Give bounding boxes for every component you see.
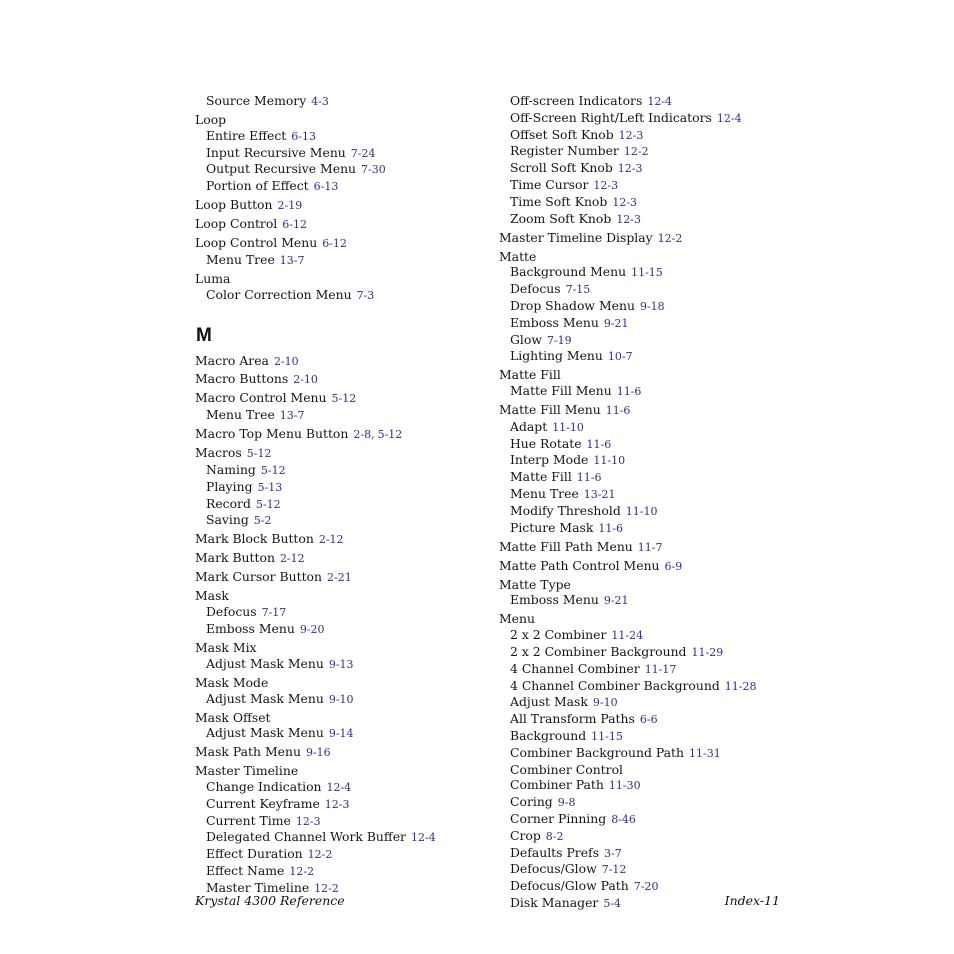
index-subentry bbox=[499, 298, 799, 315]
index-subentry bbox=[499, 845, 799, 862]
page-ref-link[interactable]: 9-10 bbox=[328, 692, 354, 706]
page-ref-link[interactable]: 5-12 bbox=[255, 497, 281, 511]
index-subentry bbox=[499, 194, 799, 211]
index-subentry bbox=[195, 161, 495, 178]
index-term: 2 x 2 Combiner Background bbox=[510, 644, 687, 659]
index-term: Mask Offset bbox=[195, 709, 271, 725]
index-term: Entire Effect bbox=[206, 127, 287, 143]
page-ref-link[interactable]: 2-12 bbox=[279, 552, 305, 566]
index-term: Current Keyframe bbox=[206, 795, 320, 811]
index-term: Picture Mask bbox=[510, 519, 594, 535]
index-subentry bbox=[499, 436, 799, 453]
page-ref-link[interactable]: 2-12 bbox=[318, 533, 344, 547]
index-subentry bbox=[195, 407, 495, 424]
index-entry bbox=[195, 235, 495, 252]
index-subentry bbox=[195, 496, 495, 513]
page-ref-link[interactable]: 9-13 bbox=[328, 657, 354, 671]
index-term: Loop Control Menu bbox=[195, 235, 318, 251]
page-ref-link[interactable]: 6-12 bbox=[282, 218, 307, 232]
page-ref-link[interactable]: 6-6 bbox=[639, 713, 658, 727]
index-term: Corner Pinning bbox=[510, 810, 607, 826]
index-term: Mask bbox=[195, 588, 229, 604]
index-term: Emboss Menu bbox=[206, 620, 295, 636]
index-term: Matte Fill Menu bbox=[499, 402, 601, 418]
index-entry bbox=[195, 216, 495, 233]
index-term: Mask Path Menu bbox=[195, 744, 301, 760]
index-term: Loop Control bbox=[195, 216, 278, 232]
index-term: Delegated Channel Work Buffer bbox=[206, 829, 406, 845]
index-term: Input Recursive Menu bbox=[206, 144, 346, 160]
index-subentry bbox=[499, 661, 799, 678]
index-term: Adapt bbox=[510, 418, 548, 434]
index-subentry bbox=[195, 796, 495, 813]
page-ref-link[interactable]: 9-18 bbox=[639, 299, 665, 313]
page-ref-link[interactable]: 5-12 bbox=[246, 447, 272, 461]
index-subentry bbox=[195, 178, 495, 195]
index-term: Adjust Mask bbox=[510, 694, 588, 710]
index-term: Offset Soft Knob bbox=[510, 126, 614, 142]
page-ref-link[interactable]: 6-12 bbox=[322, 237, 347, 251]
index-subentry bbox=[195, 128, 495, 145]
index-entry bbox=[499, 577, 799, 593]
index-term: Adjust Mask Menu bbox=[206, 725, 324, 741]
page-ref-link[interactable]: 5-12 bbox=[260, 464, 286, 478]
page-ref-link[interactable]: 11-10 bbox=[593, 454, 626, 468]
index-term: Current Time bbox=[206, 812, 291, 828]
index-subentry bbox=[499, 127, 799, 144]
index-subentry bbox=[195, 252, 495, 269]
index-subentry bbox=[195, 656, 495, 673]
page-ref-link[interactable]: 11-6 bbox=[586, 437, 612, 451]
index-subentry bbox=[195, 846, 495, 863]
page-ref-link[interactable]: 5-12 bbox=[377, 428, 403, 442]
page-ref-link[interactable]: 12-2 bbox=[289, 865, 315, 879]
index-subentry bbox=[195, 621, 495, 638]
index-term: Menu Tree bbox=[206, 407, 275, 423]
index-term: Off-screen Indicators bbox=[510, 93, 643, 108]
index-subentry bbox=[499, 348, 799, 365]
page-ref-link[interactable]: 12-2 bbox=[623, 145, 649, 159]
page-ref-link[interactable]: 7-3 bbox=[356, 288, 375, 302]
page-ref-link[interactable]: 5-2 bbox=[253, 514, 272, 528]
page-ref-link[interactable]: 11-6 bbox=[576, 471, 602, 485]
index-subentry bbox=[499, 177, 799, 194]
page-ref-link[interactable]: 2-10 bbox=[273, 354, 299, 368]
page-ref-link[interactable]: 11-17 bbox=[644, 662, 677, 676]
page-ref-link[interactable]: 12-4 bbox=[410, 831, 436, 845]
index-term: Matte Fill Path Menu bbox=[499, 538, 633, 554]
page-ref-link[interactable]: 6-9 bbox=[664, 559, 683, 573]
index-term: Master Timeline bbox=[195, 763, 299, 779]
index-term: Mark Button bbox=[195, 550, 275, 566]
index-entry bbox=[195, 763, 495, 779]
index-subentry bbox=[499, 711, 799, 728]
page-ref-link[interactable]: 8-46 bbox=[611, 812, 636, 826]
index-term: Register Number bbox=[510, 143, 619, 159]
index-subentry bbox=[499, 627, 799, 644]
index-subentry bbox=[499, 160, 799, 177]
page-ref-link[interactable]: 7-24 bbox=[350, 146, 376, 160]
index-term: Macro Control Menu bbox=[195, 390, 327, 406]
index-term: Macro Top Menu Button bbox=[195, 426, 349, 442]
index-subentry bbox=[195, 813, 495, 830]
page-ref-link[interactable]: 12-3 bbox=[618, 128, 644, 142]
index-term: Effect Name bbox=[206, 863, 285, 879]
index-subentry bbox=[499, 592, 799, 609]
page-ref-link[interactable]: 5-4 bbox=[603, 896, 622, 910]
index-term: Mask Mode bbox=[195, 674, 269, 690]
page-ref-link[interactable]: 10-7 bbox=[607, 350, 633, 364]
index-term: Master Timeline bbox=[206, 879, 310, 895]
page-ref-link[interactable]: 6-13 bbox=[291, 129, 316, 143]
page-ref-link[interactable]: 13-7 bbox=[279, 409, 305, 423]
footer-page-number: Index-11 bbox=[724, 893, 780, 908]
index-subentry bbox=[499, 745, 799, 762]
index-term: Matte Path Control Menu bbox=[499, 557, 660, 573]
index-term: Effect Duration bbox=[206, 846, 303, 862]
page-ref-link[interactable]: 7-12 bbox=[601, 863, 627, 877]
index-subentry bbox=[499, 469, 799, 486]
index-term: Combiner Control bbox=[510, 761, 624, 777]
index-entry bbox=[195, 426, 495, 443]
index-subentry bbox=[499, 264, 799, 281]
page-ref-link[interactable]: 7-30 bbox=[361, 163, 386, 177]
index-term: Change Indication bbox=[206, 779, 322, 795]
index-term: Time Cursor bbox=[510, 176, 589, 192]
index-term: Mark Block Button bbox=[195, 531, 314, 547]
index-entry bbox=[195, 640, 495, 656]
page-ref-link[interactable]: 11-29 bbox=[691, 646, 724, 659]
index-subentry bbox=[195, 604, 495, 621]
index-subentry bbox=[499, 694, 799, 711]
index-term: 4 Channel Combiner Background bbox=[510, 677, 720, 693]
index-entry bbox=[195, 353, 495, 370]
page-ref-link[interactable]: 11-15 bbox=[591, 729, 623, 743]
index-subentry bbox=[195, 512, 495, 529]
index-term: 2 x 2 Combiner bbox=[510, 627, 607, 643]
index-entry bbox=[499, 367, 799, 383]
page-ref-link[interactable]: 11-6 bbox=[605, 404, 631, 418]
page-ref-link[interactable]: 12-4 bbox=[716, 111, 742, 125]
index-subentry bbox=[499, 281, 799, 298]
index-subentry bbox=[499, 383, 799, 400]
index-term: Matte Fill bbox=[499, 367, 561, 383]
page-ref-link[interactable]: 9-16 bbox=[305, 746, 331, 760]
index-term: Macros bbox=[195, 445, 242, 461]
index-term: Mark Cursor Button bbox=[195, 569, 322, 585]
index-term: Emboss Menu bbox=[510, 592, 599, 608]
page-ref-link[interactable]: 2-21 bbox=[327, 571, 352, 585]
index-term: Modify Threshold bbox=[510, 502, 621, 518]
index-term: Menu Tree bbox=[206, 251, 275, 267]
index-subentry bbox=[499, 332, 799, 349]
index-term: Background bbox=[510, 727, 587, 743]
index-term: Defocus bbox=[510, 281, 561, 297]
index-entry bbox=[499, 539, 799, 556]
index-subentry bbox=[195, 93, 495, 110]
index-entry bbox=[499, 230, 799, 247]
index-term: Combiner Background Path bbox=[510, 744, 684, 760]
index-entry bbox=[499, 249, 799, 265]
index-term: Saving bbox=[206, 512, 249, 528]
index-term: Matte Fill Menu bbox=[510, 383, 612, 399]
page-ref-link[interactable]: 7-20 bbox=[633, 880, 659, 894]
index-term: Glow bbox=[510, 331, 542, 347]
page-ref-link[interactable]: 12-3 bbox=[617, 162, 643, 176]
index-term: Loop bbox=[195, 111, 227, 127]
index-entry bbox=[195, 531, 495, 548]
index-term: Macro Buttons bbox=[195, 371, 289, 387]
index-term: Lighting Menu bbox=[510, 348, 603, 364]
index-entry bbox=[195, 710, 495, 726]
index-entry bbox=[195, 550, 495, 567]
index-term: 4 Channel Combiner bbox=[510, 660, 640, 676]
page-ref-link[interactable]: 11-24 bbox=[611, 629, 644, 643]
page-ref-link[interactable]: 5-13 bbox=[257, 480, 283, 494]
index-term: Interp Mode bbox=[510, 452, 589, 468]
index-subentry bbox=[499, 452, 799, 469]
index-entry bbox=[195, 112, 495, 128]
index-subentry bbox=[499, 520, 799, 537]
page-ref-link[interactable]: 11-6 bbox=[616, 385, 642, 399]
index-subentry bbox=[195, 863, 495, 880]
index-term: Scroll Soft Knob bbox=[510, 160, 613, 176]
page-ref-link[interactable]: 7-17 bbox=[261, 606, 287, 620]
index-term: Master Timeline Display bbox=[499, 229, 653, 245]
index-term: Drop Shadow Menu bbox=[510, 297, 635, 313]
index-subentry bbox=[499, 728, 799, 745]
index-term: Disk Manager bbox=[510, 894, 599, 910]
page-ref-link[interactable]: 13-7 bbox=[279, 253, 305, 267]
index-subentry bbox=[499, 486, 799, 503]
index-term: Adjust Mask Menu bbox=[206, 655, 324, 671]
index-term: Combiner Path bbox=[510, 777, 604, 793]
index-term: Color Correction Menu bbox=[206, 286, 352, 302]
footer-document-title: Krystal 4300 Reference bbox=[195, 893, 345, 908]
index-column-left bbox=[195, 93, 495, 897]
index-entry bbox=[499, 611, 799, 627]
index-term: Adjust Mask Menu bbox=[206, 690, 324, 706]
page-ref-link[interactable]: 9-14 bbox=[328, 727, 354, 741]
page-ref-link[interactable]: 9-21 bbox=[603, 316, 629, 330]
index-subentry bbox=[499, 419, 799, 436]
page-ref-link[interactable]: 2-19 bbox=[277, 199, 303, 213]
index-term: Matte Type bbox=[499, 576, 571, 592]
page-ref-link[interactable]: 2-10 bbox=[293, 373, 318, 387]
index-subentry bbox=[499, 143, 799, 160]
index-subentry bbox=[499, 762, 799, 778]
index-term: Emboss Menu bbox=[510, 314, 599, 330]
index-subentry bbox=[195, 145, 495, 162]
page-ref-link[interactable]: 11-15 bbox=[631, 266, 663, 280]
page-ref-link[interactable]: 12-3 bbox=[616, 212, 642, 226]
index-subentry bbox=[499, 861, 799, 878]
index-term: Hue Rotate bbox=[510, 435, 582, 451]
index-subentry bbox=[499, 211, 799, 228]
page-ref-link[interactable]: 11-28 bbox=[724, 679, 757, 693]
page-ref-link[interactable]: 11-6 bbox=[598, 521, 624, 535]
index-term: Coring bbox=[510, 794, 553, 810]
index-subentry bbox=[499, 315, 799, 332]
index-subentry bbox=[195, 829, 495, 846]
page-ref-link[interactable]: 12-2 bbox=[314, 881, 339, 895]
page-ref-link[interactable]: 12-2 bbox=[307, 848, 333, 862]
index-entry bbox=[195, 445, 495, 462]
index-term: Time Soft Knob bbox=[510, 193, 608, 209]
index-subentry bbox=[499, 794, 799, 811]
index-term: Naming bbox=[206, 462, 256, 478]
page-ref-link[interactable]: 12-3 bbox=[593, 178, 619, 192]
index-term: Defaults Prefs bbox=[510, 844, 599, 860]
index-subentry bbox=[499, 503, 799, 520]
index-entry bbox=[195, 744, 495, 761]
index-term: Record bbox=[206, 495, 251, 511]
page-ref-link[interactable]: 9-10 bbox=[592, 696, 618, 710]
index-term: Loop Button bbox=[195, 197, 273, 213]
page-ref-link[interactable]: 12-4 bbox=[647, 95, 673, 108]
page-ref-link[interactable]: 9-21 bbox=[603, 594, 629, 608]
section-letter-heading: M bbox=[196, 324, 212, 346]
index-subentry bbox=[499, 644, 799, 661]
index-term: Luma bbox=[195, 270, 231, 286]
page-ref-link[interactable]: 8-2 bbox=[545, 829, 564, 843]
index-column-right bbox=[499, 93, 799, 912]
index-entry bbox=[195, 675, 495, 691]
page-ref-link[interactable]: 12-4 bbox=[326, 781, 352, 795]
index-entry bbox=[499, 558, 799, 575]
page-ref-link[interactable]: 11-10 bbox=[552, 420, 584, 434]
index-term: Mask Mix bbox=[195, 639, 257, 655]
page-ref-link[interactable]: 5-12 bbox=[331, 392, 357, 406]
page-ref-link[interactable]: 7-19 bbox=[546, 333, 572, 347]
page-ref-link[interactable]: 6-13 bbox=[313, 180, 339, 194]
page-ref-link[interactable]: 11-10 bbox=[625, 504, 658, 518]
index-term: Portion of Effect bbox=[206, 178, 309, 194]
index-subentry bbox=[499, 777, 799, 794]
index-subentry bbox=[499, 110, 799, 127]
index-subentry bbox=[195, 691, 495, 708]
index-term: Output Recursive Menu bbox=[206, 161, 357, 177]
index-subentry bbox=[499, 678, 799, 695]
index-term: Matte bbox=[499, 248, 537, 264]
index-entry bbox=[195, 197, 495, 214]
page-ref-link[interactable]: 11-7 bbox=[637, 540, 663, 554]
page-ref-link[interactable]: 12-3 bbox=[295, 814, 321, 828]
index-entry bbox=[195, 271, 495, 287]
index-term: Crop bbox=[510, 827, 541, 843]
page-ref-link[interactable]: 4-3 bbox=[311, 95, 329, 108]
page-ref-link[interactable]: 9-20 bbox=[299, 622, 325, 636]
index-term: Macro Area bbox=[195, 352, 269, 368]
index-term: Off-Screen Right/Left Indicators bbox=[510, 109, 712, 125]
index-term: Defocus bbox=[206, 604, 257, 620]
index-term: Background Menu bbox=[510, 264, 627, 280]
index-entry bbox=[499, 402, 799, 419]
index-subentry bbox=[195, 779, 495, 796]
page-ref-link[interactable]: 12-3 bbox=[612, 195, 638, 209]
page-ref-link[interactable]: 9-8 bbox=[557, 796, 576, 810]
page-ref-link[interactable]: 2-8 bbox=[353, 428, 372, 442]
page-ref-link[interactable]: 13-21 bbox=[583, 488, 616, 502]
index-term: Zoom Soft Knob bbox=[510, 210, 612, 226]
index-entry bbox=[195, 569, 495, 586]
page-ref-link[interactable]: 11-31 bbox=[688, 746, 721, 760]
index-term: Defocus/Glow Path bbox=[510, 878, 629, 894]
index-entry bbox=[195, 371, 495, 388]
index-subentry bbox=[195, 462, 495, 479]
index-term: Matte Fill bbox=[510, 469, 572, 485]
page-ref-link[interactable]: 7-15 bbox=[565, 283, 591, 297]
index-entry bbox=[195, 390, 495, 407]
index-term: Playing bbox=[206, 478, 253, 494]
index-term: Defocus/Glow bbox=[510, 861, 597, 877]
index-term: Source Memory bbox=[206, 93, 307, 108]
index-subentry bbox=[195, 725, 495, 742]
index-term: Menu Tree bbox=[510, 486, 579, 502]
page-ref-link[interactable]: 12-3 bbox=[324, 797, 350, 811]
index-term: All Transform Paths bbox=[510, 711, 635, 727]
index-term: Menu bbox=[499, 611, 535, 627]
index-subentry bbox=[499, 93, 799, 110]
index-subentry bbox=[195, 479, 495, 496]
index-subentry bbox=[195, 287, 495, 304]
page-ref-separator: , bbox=[371, 428, 375, 442]
index-subentry bbox=[499, 811, 799, 828]
index-subentry bbox=[499, 828, 799, 845]
page-ref-link[interactable]: 11-30 bbox=[608, 779, 641, 793]
index-entry bbox=[195, 588, 495, 604]
page-ref-link[interactable]: 12-2 bbox=[657, 231, 683, 245]
page-ref-link[interactable]: 3-7 bbox=[604, 846, 622, 860]
